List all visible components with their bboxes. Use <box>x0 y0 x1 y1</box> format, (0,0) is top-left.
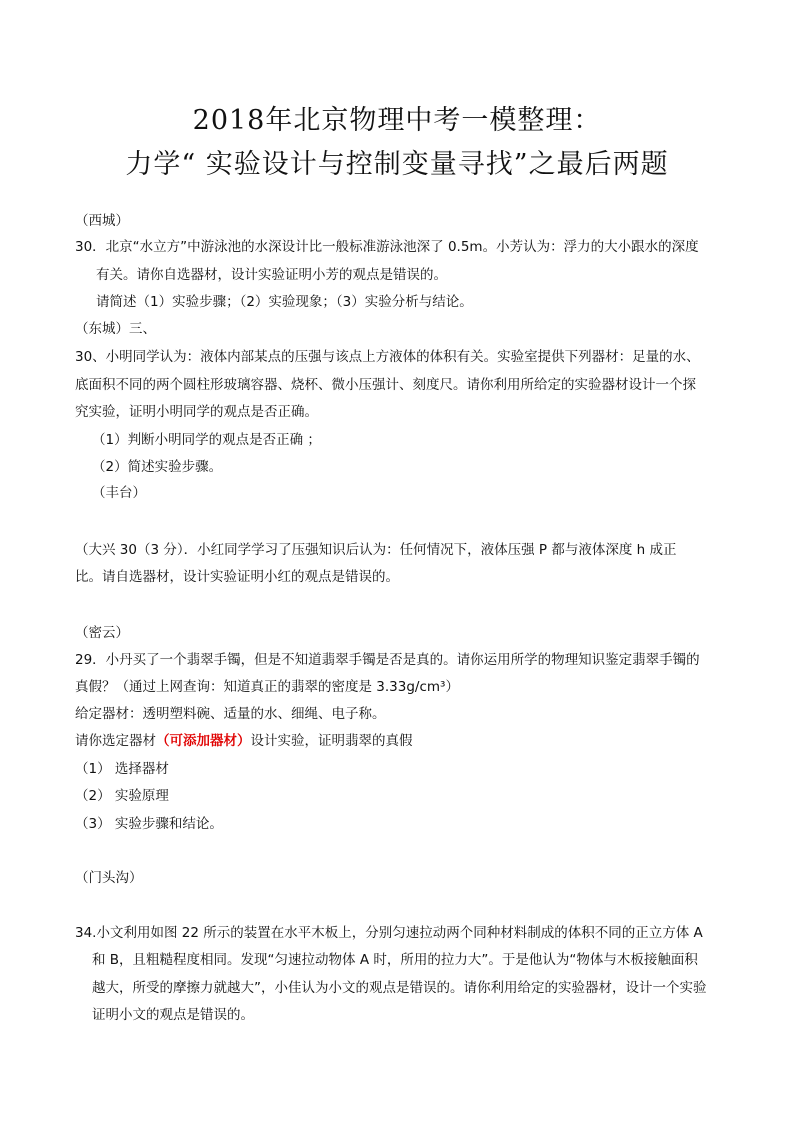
section-label-dongcheng: （东城）三、 <box>75 321 156 337</box>
instruction-text: 设计实验，证明翡翠的真假 <box>250 733 413 749</box>
list-item: （1） 选择器材 <box>75 761 169 777</box>
section-label-mentougou: （门头沟） <box>75 870 143 886</box>
question-text: 和 B，且粗糙程度相同。发现“匀速拉动物体 A 时，所用的拉力大”。于是他认为“物体与木板接触面积 <box>92 952 698 968</box>
question-text: 有关。请你自选器材，设计实验证明小芳的观点是错误的。 <box>96 267 447 283</box>
question-text: 30．北京“水立方”中游泳池的水深设计比一般标准游泳池深了 0.5m。小芳认为：浮力的大小跟水的深度 <box>75 239 699 255</box>
question-text: 越大，所受的摩擦力就越大”，小佳认为小文的观点是错误的。请你利用给定的实验器材，设计一个实验 <box>92 980 707 996</box>
highlight-note: （可添加器材） <box>156 733 251 749</box>
question-text: 给定器材：透明塑料碗、适量的水、细绳、电子称。 <box>75 706 386 722</box>
doc-title-line1: 2018年北京物理中考一模整理： <box>192 105 602 136</box>
question-text: 请简述（1）实验步骤；（2）实验现象；（3）实验分析与结论。 <box>96 294 473 310</box>
question-text: 29．小丹买了一个翡翠手镯，但是不知道翡翠手镯是否是真的。请你运用所学的物理知识鉴定翡翠手镯的 <box>75 652 700 668</box>
section-label-fengtai: （丰台） <box>92 485 146 501</box>
question-text: 证明小文的观点是错误的。 <box>92 1007 254 1023</box>
question-text: （大兴 30（3 分）．小红同学学习了压强知识后认为：任何情况下，液体压强 P 都与液体深度 h 成正 <box>75 542 677 558</box>
doc-title-line2: 力学“ 实验设计与控制变量寻找”之最后两题 <box>125 149 669 180</box>
sub-question: （1）判断小明同学的观点是否正确 ； <box>92 432 321 448</box>
section-label-miyun: （密云） <box>75 625 129 641</box>
section-label-xicheng: （西城） <box>75 213 129 229</box>
question-text: 比。请自选器材，设计实验证明小红的观点是错误的。 <box>75 569 399 585</box>
instruction-text: 请你选定器材 <box>75 733 156 749</box>
sub-question: （2）简述实验步骤。 <box>92 459 223 475</box>
list-item: （3） 实验步骤和结论。 <box>75 816 223 832</box>
question-text: 真假？（通过上网查询：知道真正的翡翠的密度是 3.33g/cm³） <box>75 679 459 695</box>
question-text: 底面积不同的两个圆柱形玻璃容器、烧杯、微小压强计、刻度尺。请你利用所给定的实验器材设计一个探 <box>75 377 696 393</box>
question-text: 34.小文利用如图 22 所示的装置在水平木板上，分别匀速拉动两个同种材料制成的体积不同的正立方体 A <box>75 925 703 941</box>
list-item: （2） 实验原理 <box>75 788 169 804</box>
question-text <box>75 731 413 751</box>
question-text: 30、小明同学认为：液体内部某点的压强与该点上方液体的体积有关。实验室提供下列器材：足量的水、 <box>75 349 700 365</box>
question-text: 究实验，证明小明同学的观点是否正确。 <box>75 404 318 420</box>
